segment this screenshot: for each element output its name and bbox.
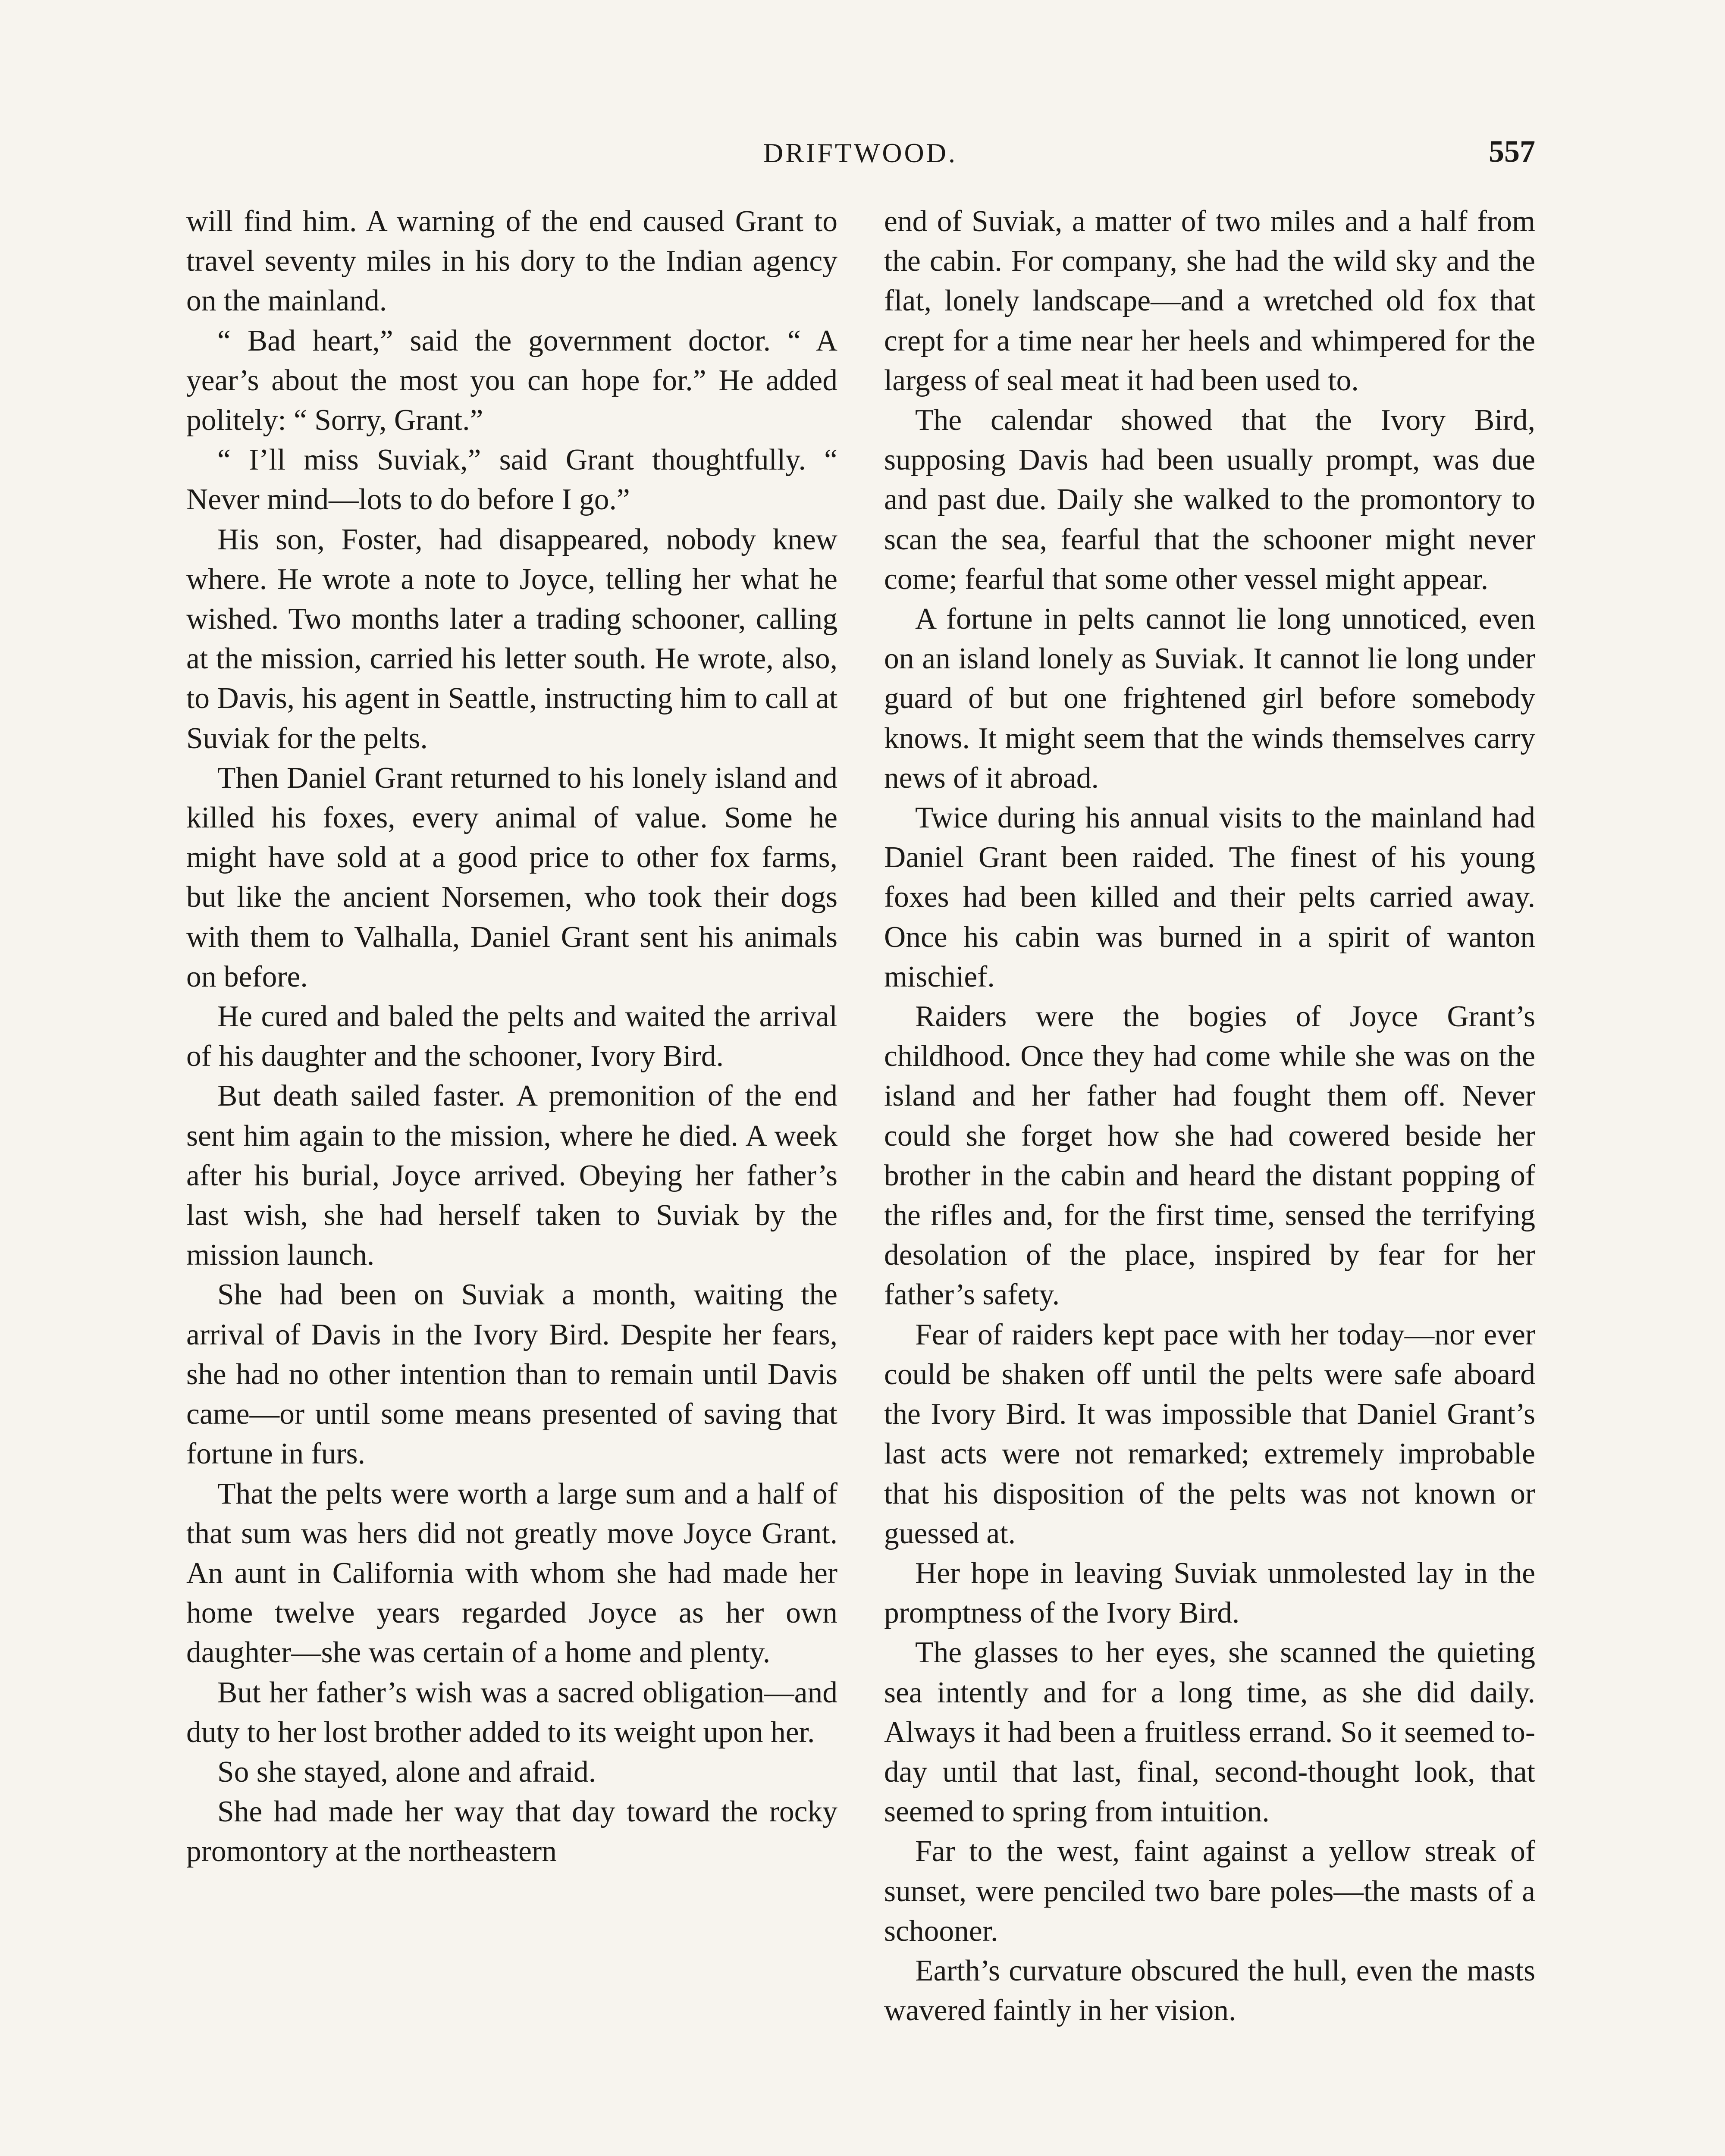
text-column-right bbox=[884, 202, 1535, 2031]
paragraph: His son, Foster, had disappeared, nobody knew where. He wrote a note to Joyce, telling her what he wished. Two months later a trading schooner, calling at the mission, carried his letter south. He wrote, also, to Davis, his agent in Seattle, instructing him to call at Suviak for the pelts. bbox=[186, 523, 837, 755]
paragraph: A fortune in pelts cannot lie long unnoticed, even on an island lonely as Suviak. It cannot lie long under guard of but one frightened girl before somebody knows. It might seem that the winds themselves carry news of it abroad. bbox=[884, 602, 1535, 795]
paragraph: Earth’s curvature obscured the hull, even the masts wavered faintly in her vision. bbox=[884, 1954, 1535, 2028]
paragraph: Twice during his annual visits to the mainland had Daniel Grant been raided. The finest of his young foxes had been killed and their pelts carried away. Once his cabin was burned in a spirit of wanton mischief. bbox=[884, 801, 1535, 993]
page-header bbox=[185, 134, 1535, 180]
paragraph: She had been on Suviak a month, waiting the arrival of Davis in the Ivory Bird. Despite her fears, she had no other intention than to remain until Davis came—or until some means presented of saving that fortune in furs. bbox=[186, 1278, 837, 1471]
text-column-left bbox=[186, 202, 837, 1872]
page-number: 557 bbox=[1489, 134, 1535, 169]
paragraph: The glasses to her eyes, she scanned the quieting sea intently and for a long time, as she did daily. Always it had been a fruitless errand. So it seemed to-day until that last, final, second-thought look, that seemed to spring from intuition. bbox=[884, 1636, 1535, 1829]
paragraph: But death sailed faster. A premonition of the end sent him again to the mission, where he died. A week after his burial, Joyce arrived. Obeying her father’s last wish, she had herself taken to Suviak by the mission launch. bbox=[186, 1079, 837, 1272]
paragraph: end of Suviak, a matter of two miles and a half from the cabin. For company, she had the wild sky and the flat, lonely landscape—and a wretched old fox that crept for a time near her heels and whimpered for the largess of seal meat it had been used to. bbox=[884, 205, 1535, 397]
paragraph: That the pelts were worth a large sum and a half of that sum was hers did not greatly move Joyce Grant. An aunt in California with whom she had made her home twelve years regarded Joyce as her own daughter—she was certain of a home and plenty. bbox=[186, 1477, 837, 1670]
paragraph: Fear of raiders kept pace with her today—nor ever could be shaken off until the pelts were safe aboard the Ivory Bird. It was impossible that Daniel Grant’s last acts were not remarked; extremely improbable that his disposition of the pelts was not known or guessed at. bbox=[884, 1318, 1535, 1550]
paragraph: She had made her way that day toward the rocky promontory at the northeastern bbox=[186, 1795, 837, 1868]
paragraph: Raiders were the bogies of Joyce Grant’s childhood. Once they had come while she was on the island and her father had fought them off. Never could she forget how she had cowered beside her brother in the cabin and heard the distant popping of the rifles and, for the first time, sensed the terrifying desolation of the place, inspired by fear for her father’s safety. bbox=[884, 1000, 1535, 1312]
running-title: DRIFTWOOD. bbox=[763, 138, 957, 168]
paragraph: So she stayed, alone and afraid. bbox=[217, 1755, 596, 1789]
paragraph: Her hope in leaving Suviak unmolested lay in the promptness of the Ivory Bird. bbox=[884, 1556, 1535, 1630]
paragraph: He cured and baled the pelts and waited the arrival of his daughter and the schooner, Ivory Bird. bbox=[186, 1000, 837, 1073]
paragraph: “ Bad heart,” said the government doctor. “ A year’s about the most you can hope for.” He added politely: “ Sorry, Grant.” bbox=[186, 324, 837, 437]
paragraph: Far to the west, faint against a yellow streak of sunset, were penciled two bare poles—the masts of a schooner. bbox=[884, 1835, 1535, 1948]
paragraph: Then Daniel Grant returned to his lonely island and killed his foxes, every animal of value. Some he might have sold at a good price to other fox farms, but like the ancient Norsemen, who took their dogs with them to Valhalla, Daniel Grant sent his animals on before. bbox=[186, 761, 837, 993]
paragraph: “ I’ll miss Suviak,” said Grant thoughtfully. “ Never mind—lots to do before I go.” bbox=[186, 443, 837, 517]
paragraph: The calendar showed that the Ivory Bird, supposing Davis had been usually prompt, was due and past due. Daily she walked to the promontory to scan the sea, fearful that the schooner might never come; fearful that some other vessel might appear. bbox=[884, 404, 1535, 596]
paragraph: will find him. A warning of the end caused Grant to travel seventy miles in his dory to the Indian agency on the mainland. bbox=[186, 205, 837, 318]
paragraph: But her father’s wish was a sacred obligation—and duty to her lost brother added to its weight upon her. bbox=[186, 1676, 837, 1749]
